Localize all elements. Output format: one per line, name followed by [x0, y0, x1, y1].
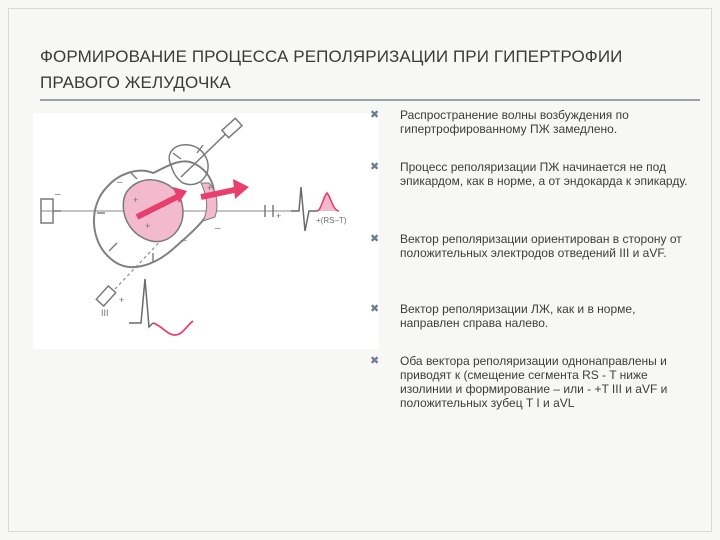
lead-iii-plus: +: [119, 295, 125, 305]
title-underline: [40, 99, 700, 101]
avl-electrode-icon: [181, 118, 242, 177]
heart-plus-3: +: [207, 183, 213, 193]
bullet-text: Вектор реполяризации ориентирован в сторону от положительных электродов отведений III и aVF.: [400, 232, 682, 260]
lead-iii-electrode-icon: [96, 233, 168, 306]
lead-iii-ecg-trace: [129, 279, 153, 327]
x-mark-icon: ✖: [370, 233, 380, 245]
lead-iii-t-wave: [153, 321, 193, 335]
heart-minus-3: –: [215, 223, 221, 234]
bullet-text: Распространение волны возбуждения по гипертрофированному ПЖ замедлено.: [400, 108, 629, 136]
x-mark-icon: ✖: [370, 303, 380, 315]
heart-minus-1: –: [117, 177, 123, 188]
left-ventricle-outline: [169, 145, 208, 185]
lead-i-t-wave: [317, 193, 339, 211]
heart-minus-2: –: [181, 235, 187, 246]
title-line-2: ПРАВОГО ЖЕЛУДОЧКА: [40, 73, 231, 92]
rs-t-label: +(RS–T): [316, 216, 347, 225]
heart-plus-2: +: [145, 221, 151, 231]
lead-i-ecg-trace: [291, 187, 317, 231]
slide-title: [40, 44, 700, 96]
x-mark-icon: ✖: [370, 355, 380, 367]
ecg-heart-diagram: [33, 113, 379, 349]
title-line-1: ФОРМИРОВАНИЕ ПРОЦЕССА РЕПОЛЯРИЗАЦИИ ПРИ ГИПЕРТРОФИИ: [40, 47, 623, 66]
bullet-text: Вектор реполяризации ЛЖ, как и в норме, направлен справа налево.: [400, 302, 636, 330]
heart-plus-1: +: [133, 195, 139, 205]
x-mark-icon: ✖: [370, 161, 380, 173]
x-mark-icon: ✖: [370, 109, 380, 121]
bullet-text: Процесс реполяризации ПЖ начинается не под эпикардом, как в норме, а от эндокарда к эпикарду.: [400, 160, 688, 188]
right-electrode-plus: +: [276, 211, 282, 221]
left-electrode-minus: –: [55, 189, 61, 200]
lead-iii-label: III: [101, 308, 109, 318]
bullet-text: Оба вектора реполяризации однонаправлены и приводят к (смещение сегмента RS - T ниже изолинии и формирование – или - +T III и aVF и положительных зубец T I и aVL: [400, 354, 668, 410]
